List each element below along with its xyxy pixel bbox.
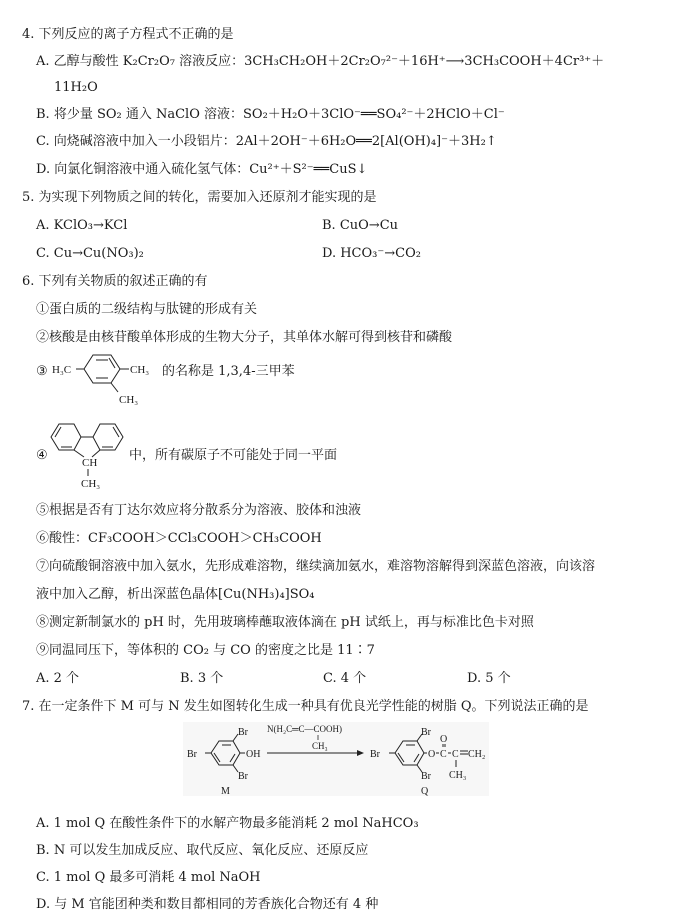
methyl-left-label: H₃C [52,364,72,376]
q5-option-a: A. KClO₃→KCl [36,218,128,233]
q6-option-b: B. 3 个 [180,671,224,686]
q-alpha-carbon: C [452,749,459,760]
q7-stem: 7. 在一定条件下 M 可与 N 发生如图转化生成一种具有优良光学性能的树脂 Q。下列说法正确的是 [22,699,589,714]
label-q: Q [421,786,429,796]
q-br-top: Br [421,727,431,738]
reagent-n-methyl: CH₃ [312,741,328,751]
q4-stem: 4. 下列反应的离子方程式不正确的是 [22,27,234,42]
q-methylene: CH₂ [468,749,486,760]
q7-option-c: C. 1 mol Q 最多可消耗 4 mol NaOH [36,870,261,885]
q5-option-b: B. CuO→Cu [322,218,399,233]
q7-option-d: D. 与 M 官能团种类和数目都相同的芳香族化合物还有 4 种 [36,897,379,912]
q5-option-d: D. HCO₃⁻→CO₂ [322,246,421,261]
methyl-right-label: CH₃ [130,364,150,376]
methylfluorene-structure [47,413,133,491]
m-br-bottom: Br [238,771,248,782]
q6-statement-1: ①蛋白质的二级结构与肽键的形成有关 [36,302,258,317]
q6-statement-8: ⑧测定新制氯水的 pH 时，先用玻璃棒蘸取液体滴在 pH 试纸上，再与标准比色卡对照 [36,615,534,630]
label-m: M [221,786,230,796]
q6-statement-5: ⑤根据是否有丁达尔效应将分散系分为溶液、胶体和浊液 [36,503,362,518]
q-carbonyl-carbon: C [440,749,447,760]
q4-option-d: D. 向氯化铜溶液中通入硫化氢气体：Cu²⁺＋S²⁻══CuS↓ [36,162,368,177]
m-br-left: Br [187,749,197,760]
q-methyl: CH₃ [449,770,467,781]
reaction-scheme [183,722,489,796]
q6-statement-9: ⑨同温同压下，等体积的 CO₂ 与 CO 的密度之比是 11∶7 [36,643,375,658]
reagent-n: N(H₂C═C—COOH) [267,724,343,734]
q6-statement-7-line2: 液中加入乙醇，析出深蓝色晶体[Cu(NH₃)₄]SO₄ [36,587,315,602]
ch3-label: CH₃ [81,478,101,490]
q4-option-c: C. 向烧碱溶液中加入一小段铝片：2Al＋2OH⁻＋6H₂O══2[Al(OH)₄]⁻＋3H₂↑ [36,134,497,149]
q6-option-d: D. 5 个 [467,671,511,686]
q6-option-a: A. 2 个 [36,671,80,686]
q7-option-a: A. 1 mol Q 在酸性条件下的水解产物最多能消耗 2 mol NaHCO₃ [36,816,419,831]
q6-statement-4-text: 中，所有碳原子不可能处于同一平面 [129,448,338,463]
q6-statement-6: ⑥酸性：CF₃COOH＞CCl₃COOH＞CH₃COOH [36,531,322,546]
q6-statement-3-number: ③ [36,364,48,379]
q-carbonyl-oxygen: O [440,734,448,745]
m-hydroxyl: OH [246,749,261,760]
q6-statement-3-text: 的名称是 1,3,4-三甲苯 [162,364,295,379]
q6-option-c: C. 4 个 [323,671,367,686]
q6-statement-7-line1: ⑦向硫酸铜溶液中加入氨水，先形成难溶物，继续滴加氨水，难溶物溶解得到深蓝色溶液，向该溶 [36,559,596,574]
q6-stem: 6. 下列有关物质的叙述正确的有 [22,274,208,289]
q4-option-a-line2: 11H₂O [54,80,98,95]
q-br-bottom: Br [421,771,431,782]
q4-option-b: B. 将少量 SO₂ 通入 NaClO 溶液：SO₂＋H₂O＋3ClO⁻══SO₄²⁻＋2HClO＋Cl⁻ [36,107,505,122]
q6-statement-4-number: ④ [36,448,48,463]
trimethylbenzene-structure [52,350,160,408]
q5-stem: 5. 为实现下列物质之间的转化，需要加入还原剂才能实现的是 [22,190,377,205]
q-ester-oxygen: O [428,749,436,760]
methyl-bottom-label: CH₃ [119,394,139,406]
q7-option-b: B. N 可以发生加成反应、取代反应、氧化反应、还原反应 [36,843,369,858]
m-br-top: Br [238,727,248,738]
q6-statement-2: ②核酸是由核苷酸单体形成的生物大分子，其单体水解可得到核苷和磷酸 [36,330,453,345]
q4-option-a-line1: A. 乙醇与酸性 K₂Cr₂O₇ 溶液反应：3CH₃CH₂OH＋2Cr₂O₇²⁻＋16H⁺⟶3CH₃COOH＋4Cr³⁺＋ [36,54,605,69]
q5-option-c: C. Cu→Cu(NO₃)₂ [36,246,144,261]
reaction-arrow-head [357,750,364,756]
ch-label: CH [82,457,98,469]
q-br-left: Br [370,749,380,760]
